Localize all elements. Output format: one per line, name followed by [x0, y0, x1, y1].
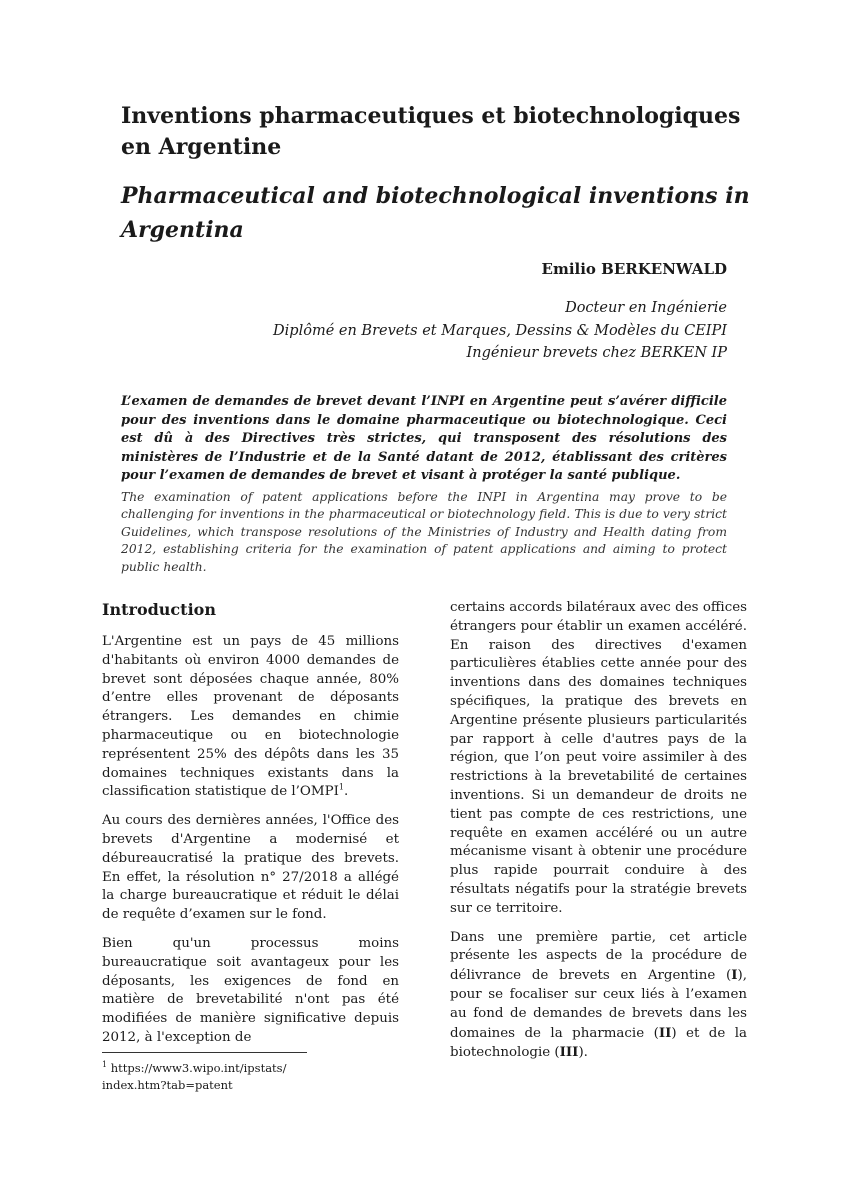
- paragraph-text: ) et de la biotechnologie (: [450, 1025, 748, 1061]
- author-affiliation: [167, 297, 727, 365]
- paragraph-text: Dans une première partie, cet article présente les aspects de la procédure de délivrance de brevets en Argentine (: [450, 929, 747, 984]
- title-english: Pharmaceutical and biotechnological inventions in Argentina: [121, 183, 750, 243]
- abstract-french: L’examen de demandes de brevet devant l’INPI en Argentine peut s’avérer difficile pour des inventions dans le domaine pharmaceutique ou biotechnologique. Ceci est dû à des Directives très strictes, qui transposent des résolutions des ministères de l’Industrie et de la Santé datant de 2012, établissant des critères pour l’examen de demandes de brevet et visant à protéger la santé publique.: [121, 394, 727, 483]
- abstract: [121, 393, 727, 576]
- footnote: [102, 1060, 287, 1094]
- body-paragraph-3: Bien qu'un processus moins bureaucratique soit avantageux pour les déposants, les exigences de fond en matière de brevetabilité n'ont pas été modifiées de manière significative depuis 2012, à l'exception de: [102, 935, 399, 1045]
- footnote-reference: 1: [338, 782, 344, 792]
- title-french: Inventions pharmaceutiques et biotechnologiques en Argentine: [121, 103, 741, 160]
- part-ref-three: III: [559, 1044, 579, 1061]
- abstract-english: The examination of patent applications before the INPI in Argentina may prove to be challenging for inventions in the pharmaceutical or biotechnology field. This is due to very strict Guidelines, which transpose resolutions of the Ministries of Industry and Health dating from 2012, establishing criteria for the examination of patent applications and aiming to protect public health.: [121, 489, 727, 574]
- body-paragraph-2: Au cours des dernières années, l'Office des brevets d'Argentine a modernisé et débureaucratisé la pratique des brevets. En effet, la résolution n° 27/2018 a allégé la charge bureaucratique et réduit le délai de requête d’examen sur le fond.: [102, 813, 399, 923]
- body-paragraph-5: [450, 929, 747, 1064]
- body-paragraph-4: certains accords bilatéraux avec des offices étrangers pour établir un examen accéléré. En raison des directives d'examen particulières établies cette année pour des inventions dans des domaines techniques spécifiques, la pratique des brevets en Argentine présente plusieurs particularités par rapport à celle d'autres pays de la région, que l’on peut voire assimiler à des restrictions à la brevetabilité de certaines inventions. Si un demandeur de droits ne tient pas compte de ces restrictions, une requête en examen accéléré ou un autre mécanisme visant à obtenir une procédure plus rapide pourrait conduire à des résultats négatifs pour la stratégie brevets sur ce territoire.: [450, 600, 747, 916]
- paragraph-text: L'Argentine est un pays de 45 millions d'habitants où environ 4000 demandes de brevet sont déposées chaque année, 80% d’entre elles provenant de déposants étrangers. Les demandes en chimie pharmaceutique ou en biotechnologie représentent 25% des dépôts dans les 35 domaines techniques existants dans la classification statistique de l’OMPI: [102, 634, 399, 800]
- affiliation-line-degree: Docteur en Ingénierie: [565, 300, 727, 316]
- footnote-link[interactable]: https://www3.wipo.int/ipstats/index.htm?tab=patent: [102, 1061, 287, 1092]
- body-paragraph-1: [102, 633, 399, 802]
- paragraph-text: ).: [578, 1045, 588, 1061]
- section-heading-introduction: Introduction: [102, 600, 216, 619]
- affiliation-line-diploma: Diplômé en Brevets et Marques, Dessins & Modèles du CEIPI: [273, 322, 727, 339]
- part-ref-one: I: [731, 967, 738, 984]
- paragraph-text: ), pour se focaliser sur ceux liés à l’examen au fond de demandes de brevets dans les domaines de la pharmacie (: [450, 968, 747, 1041]
- footnote-number: 1: [102, 1060, 108, 1070]
- affiliation-line-position: Ingénieur brevets chez BERKEN IP: [466, 345, 727, 361]
- body-column-left: [102, 599, 399, 1058]
- footnote-divider: [102, 1052, 307, 1053]
- part-ref-two: II: [658, 1024, 672, 1041]
- body-column-right: [450, 599, 747, 1073]
- author-name: Emilio BERKENWALD: [541, 260, 727, 278]
- paragraph-text-end: .: [344, 784, 349, 800]
